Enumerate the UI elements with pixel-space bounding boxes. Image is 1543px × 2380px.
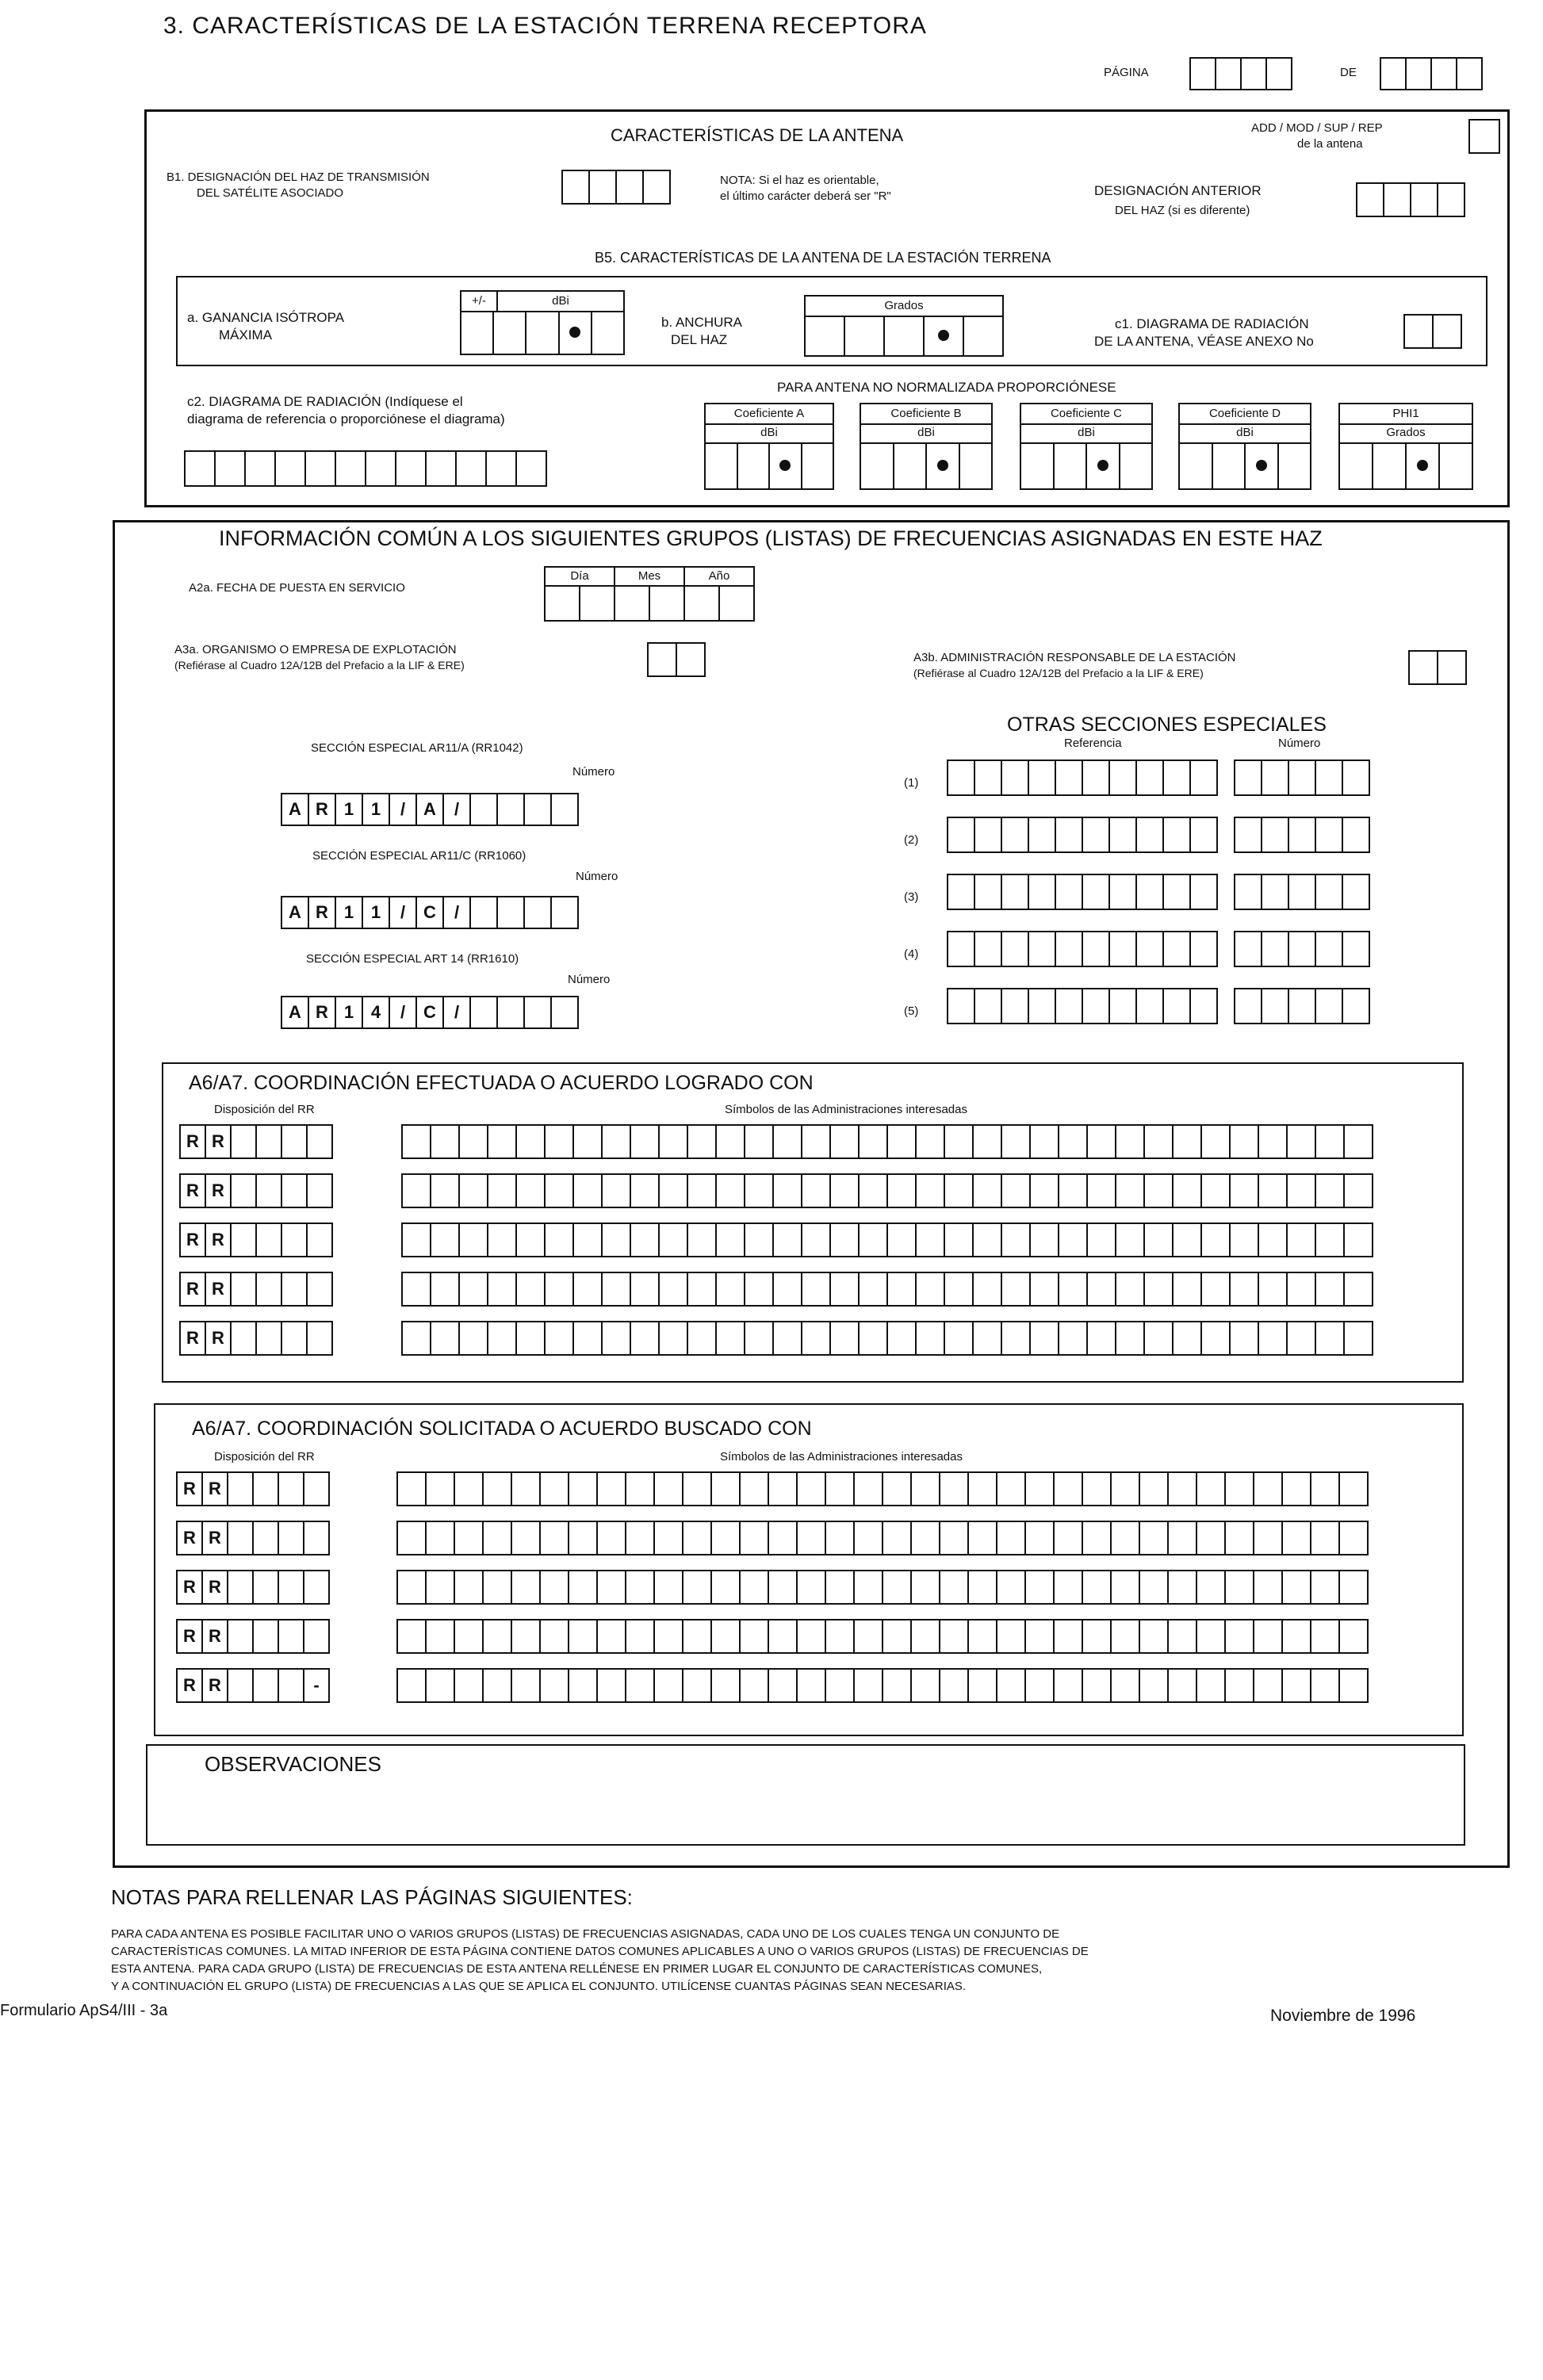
phi1-field[interactable] (1338, 403, 1473, 490)
steerable-note: NOTA: Si el haz es orientable, (720, 174, 879, 187)
reference-diagram-field[interactable] (184, 450, 547, 487)
sec1-field[interactable] (281, 793, 579, 826)
sec3-label: SECCIÓN ESPECIAL ART 14 (RR1610) (306, 952, 519, 966)
decimal-point-icon (779, 460, 791, 471)
page-total-field[interactable] (1380, 57, 1483, 90)
admin-symbols-field[interactable] (396, 1668, 1369, 1703)
a3a-label: A3a. ORGANISMO O EMPRESA DE EXPLOTACIÓN (174, 643, 457, 656)
decimal-point-icon (1256, 460, 1267, 471)
sec2-field[interactable] (281, 896, 579, 929)
char-cell: R (201, 1570, 228, 1605)
gain-unit: dBi (552, 294, 569, 308)
sec2-label: SECCIÓN ESPECIAL AR11/C (RR1060) (312, 849, 526, 863)
form-number: Formulario ApS4/III - 3a (0, 2002, 168, 2019)
beamwidth-label-2: DEL HAZ (671, 332, 728, 347)
other-row-index: (4) (904, 947, 919, 961)
other-row-1-ref[interactable] (947, 760, 1218, 796)
revision-date: Noviembre de 1996 (1270, 2007, 1416, 2025)
char-cell: C (415, 996, 444, 1029)
rr-provision-field[interactable] (179, 1272, 333, 1307)
sec3-field[interactable] (281, 996, 579, 1029)
admin-symbols-field[interactable] (401, 1223, 1373, 1257)
steerable-note-2: el último carácter deberá ser "R" (720, 189, 891, 203)
char-cell: R (308, 793, 336, 826)
char-cell: R (205, 1321, 232, 1356)
b5-title: B5. CARACTERÍSTICAS DE LA ANTENA DE LA ESTACIÓN TERRENA (595, 250, 1051, 266)
gain-field[interactable] (460, 290, 625, 355)
a3a-sub: (Refiérase al Cuadro 12A/12B del Prefacio a la LIF & ERE) (174, 659, 465, 672)
a3b-sub: (Refiérase al Cuadro 12A/12B del Prefacio a la LIF & ERE) (913, 667, 1204, 679)
char-cell: / (389, 996, 417, 1029)
char-cell: R (176, 1668, 203, 1703)
previous-beam-field[interactable] (1356, 182, 1465, 217)
sec1-number-label: Número (572, 765, 615, 779)
notes-line: CARACTERÍSTICAS COMUNES. LA MITAD INFERIOR DE ESTA PÁGINA CONTIENE DATOS COMUNES APLICABLES A UNO O VARIOS GRUPOS (LISTAS) DE FRECUENCIAS DE (111, 1945, 1089, 1958)
page-title: 3. CARACTERÍSTICAS DE LA ESTACIÓN TERRENA RECEPTORA (163, 13, 927, 39)
previous-beam-label-2: DEL HAZ (si es diferente) (1115, 204, 1250, 217)
operating-agency-field[interactable] (647, 642, 706, 677)
common-title: INFORMACIÓN COMÚN A LOS SIGUIENTES GRUPOS (LISTAS) DE FRECUENCIAS ASIGNADAS EN ESTE HAZ (219, 526, 1323, 550)
coef-d-label: Coeficiente D (1180, 404, 1310, 425)
c2-label-2: diagrama de referencia o proporciónese el diagrama) (187, 411, 505, 427)
rr-provision-field[interactable] (176, 1570, 330, 1605)
char-cell: R (179, 1173, 206, 1208)
char-cell: R (176, 1619, 203, 1654)
char-cell: A (281, 793, 309, 826)
admin-symbols-field[interactable] (401, 1321, 1373, 1356)
sec3-number-label: Número (568, 973, 611, 986)
other-row-index: (5) (904, 1004, 919, 1018)
rr-provision-field[interactable] (176, 1668, 330, 1703)
char-cell: R (201, 1619, 228, 1654)
other-sections-title: OTRAS SECCIONES ESPECIALES (1007, 714, 1327, 736)
other-ref-label: Referencia (1064, 737, 1122, 750)
phi1-unit: Grados (1340, 423, 1472, 444)
char-cell: / (442, 793, 471, 826)
char-cell: 1 (335, 996, 363, 1029)
admin-symbols-field[interactable] (396, 1570, 1369, 1605)
b1-label: B1. DESIGNACIÓN DEL HAZ DE TRANSMISIÓN (167, 170, 430, 184)
rr-provision-field[interactable] (176, 1471, 330, 1506)
admin-symbols-label: Símbolos de las Administraciones interesadas (720, 1450, 963, 1464)
of-label: DE (1340, 66, 1357, 79)
other-row-3-num[interactable] (1234, 874, 1370, 910)
other-row-2-num[interactable] (1234, 817, 1370, 853)
other-row-4-num[interactable] (1234, 931, 1370, 967)
observations-title: OBSERVACIONES (205, 1752, 381, 1776)
rr-provision-field[interactable] (179, 1223, 333, 1257)
date-month-label: Mes (615, 568, 685, 585)
sec2-number-label: Número (576, 870, 618, 883)
coef-d-unit: dBi (1180, 423, 1310, 444)
coef-b-unit: dBi (861, 423, 991, 444)
char-cell: 4 (362, 996, 390, 1029)
char-cell: R (308, 896, 336, 929)
char-cell: R (176, 1471, 203, 1506)
char-cell: / (389, 896, 417, 929)
char-cell: / (442, 896, 471, 929)
char-cell: 1 (335, 896, 363, 929)
char-cell: A (281, 996, 309, 1029)
a2a-label: A2a. FECHA DE PUESTA EN SERVICIO (189, 581, 405, 595)
char-cell: R (176, 1570, 203, 1605)
char-cell: R (179, 1272, 206, 1307)
rr-provision-field[interactable] (179, 1321, 333, 1356)
beam-designation-field[interactable] (561, 170, 671, 205)
notes-line: PARA CADA ANTENA ES POSIBLE FACILITAR UNO O VARIOS GRUPOS (LISTAS) DE FRECUENCIAS ASIGNADAS, CADA UNO DE LOS CUALES TENGA UN CONJUNTO DE (111, 1927, 1060, 1941)
char-cell: R (201, 1471, 228, 1506)
decimal-point-icon (569, 327, 580, 338)
notes-line: Y A CONTINUACIÓN EL GRUPO (LISTA) DE FRECUENCIAS A LAS QUE SE APLICA EL CONJUNTO. UTILÍCENSE CUANTAS PÁGINAS SEAN NECESARIAS. (111, 1980, 967, 1993)
coef-c-unit: dBi (1021, 423, 1151, 444)
decimal-point-icon (938, 330, 949, 341)
other-row-index: (3) (904, 890, 919, 904)
char-cell: R (205, 1124, 232, 1159)
char-cell: / (442, 996, 471, 1029)
b1-label-2: DEL SATÉLITE ASOCIADO (197, 186, 344, 200)
add-mod-field[interactable] (1468, 119, 1500, 154)
other-row-index: (1) (904, 776, 919, 790)
char-cell: R (201, 1668, 228, 1703)
other-row-5-num[interactable] (1234, 988, 1370, 1024)
admin-symbols-field[interactable] (401, 1173, 1373, 1208)
char-cell: 1 (362, 896, 390, 929)
rr-provision-field[interactable] (176, 1521, 330, 1555)
char-cell: 1 (362, 793, 390, 826)
notes-line: ESTA ANTENA. PARA CADA GRUPO (LISTA) DE FRECUENCIAS DE ESTA ANTENA RELLÉNESE EN PRIMER LUGAR EL CONJUNTO DE CARACTERÍSTICAS COMUNES, (111, 1962, 1043, 1976)
annex-number-field[interactable] (1403, 314, 1462, 349)
char-cell: A (281, 896, 309, 929)
other-num-label: Número (1278, 737, 1321, 750)
date-day-label: Día (546, 568, 615, 585)
char-cell: R (205, 1173, 232, 1208)
coef-a-label: Coeficiente A (706, 404, 833, 425)
coef-a-field[interactable] (704, 403, 834, 490)
coef-a-unit: dBi (706, 423, 833, 444)
add-mod-label: ADD / MOD / SUP / REP (1251, 121, 1383, 135)
char-cell: R (205, 1272, 232, 1307)
rr-provision-field[interactable] (179, 1124, 333, 1159)
non-standard-label: PARA ANTENA NO NORMALIZADA PROPORCIÓNESE (777, 380, 1116, 395)
other-row-4-ref[interactable] (947, 931, 1218, 967)
admin-symbols-field[interactable] (396, 1471, 1369, 1506)
char-cell: 1 (335, 793, 363, 826)
beamwidth-field[interactable] (804, 295, 1004, 357)
admin-symbols-field[interactable] (401, 1124, 1373, 1159)
antenna-title: CARACTERÍSTICAS DE LA ANTENA (611, 125, 904, 145)
coordination-done-title: A6/A7. COORDINACIÓN EFECTUADA O ACUERDO LOGRADO CON (189, 1072, 814, 1094)
c1-label-2: DE LA ANTENA, VÉASE ANEXO No (1094, 334, 1314, 349)
admin-symbols-field[interactable] (396, 1619, 1369, 1654)
notes-title: NOTAS PARA RELLENAR LAS PÁGINAS SIGUIENTES: (111, 1885, 633, 1909)
char-cell: C (415, 896, 444, 929)
page-number-field[interactable] (1189, 57, 1292, 90)
char-cell: R (205, 1223, 232, 1257)
char-cell: - (303, 1668, 330, 1703)
rr-provision-field[interactable] (179, 1173, 333, 1208)
rr-provision-label: Disposición del RR (214, 1103, 315, 1116)
rr-provision-label: Disposición del RR (214, 1450, 315, 1464)
char-cell: A (415, 793, 444, 826)
admin-symbols-label: Símbolos de las Administraciones interesadas (725, 1103, 967, 1116)
char-cell: R (201, 1521, 228, 1555)
gain-sign: +/- (461, 292, 498, 311)
gain-label-2: MÁXIMA (219, 327, 273, 342)
c1-label: c1. DIAGRAMA DE RADIACIÓN (1115, 316, 1309, 331)
char-cell: R (179, 1321, 206, 1356)
add-mod-sub: de la antena (1297, 137, 1363, 151)
decimal-point-icon (1097, 460, 1108, 471)
coef-b-label: Coeficiente B (861, 404, 991, 425)
char-cell: R (176, 1521, 203, 1555)
other-row-index: (2) (904, 833, 919, 847)
coef-c-field[interactable] (1020, 403, 1153, 490)
rr-provision-field[interactable] (176, 1619, 330, 1654)
sec1-label: SECCIÓN ESPECIAL AR11/A (RR1042) (311, 741, 523, 755)
admin-symbols-field[interactable] (396, 1521, 1369, 1555)
page-label: PÁGINA (1104, 66, 1149, 79)
other-row-5-ref[interactable] (947, 988, 1218, 1024)
responsible-admin-field[interactable] (1408, 650, 1467, 685)
coef-b-field[interactable] (860, 403, 993, 490)
previous-beam-label: DESIGNACIÓN ANTERIOR (1094, 183, 1262, 198)
other-row-1-num[interactable] (1234, 760, 1370, 796)
coordination-requested-title: A6/A7. COORDINACIÓN SOLICITADA O ACUERDO BUSCADO CON (192, 1418, 812, 1440)
char-cell: R (179, 1124, 206, 1159)
admin-symbols-field[interactable] (401, 1272, 1373, 1307)
service-date-field[interactable] (544, 566, 755, 622)
coef-c-label: Coeficiente C (1021, 404, 1151, 425)
char-cell: R (179, 1223, 206, 1257)
a3b-label: A3b. ADMINISTRACIÓN RESPONSABLE DE LA ESTACIÓN (913, 651, 1236, 664)
phi1-label: PHI1 (1340, 404, 1472, 425)
c2-label: c2. DIAGRAMA DE RADIACIÓN (Indíquese el (187, 394, 463, 409)
char-cell: R (308, 996, 336, 1029)
other-row-3-ref[interactable] (947, 874, 1218, 910)
decimal-point-icon (1417, 460, 1428, 471)
other-row-2-ref[interactable] (947, 817, 1218, 853)
beamwidth-unit: Grados (806, 297, 1002, 317)
char-cell: / (389, 793, 417, 826)
coef-d-field[interactable] (1178, 403, 1311, 490)
beamwidth-label: b. ANCHURA (661, 315, 743, 330)
date-year-label: Año (708, 569, 730, 583)
decimal-point-icon (937, 460, 948, 471)
gain-label: a. GANANCIA ISÓTROPA (187, 310, 345, 325)
